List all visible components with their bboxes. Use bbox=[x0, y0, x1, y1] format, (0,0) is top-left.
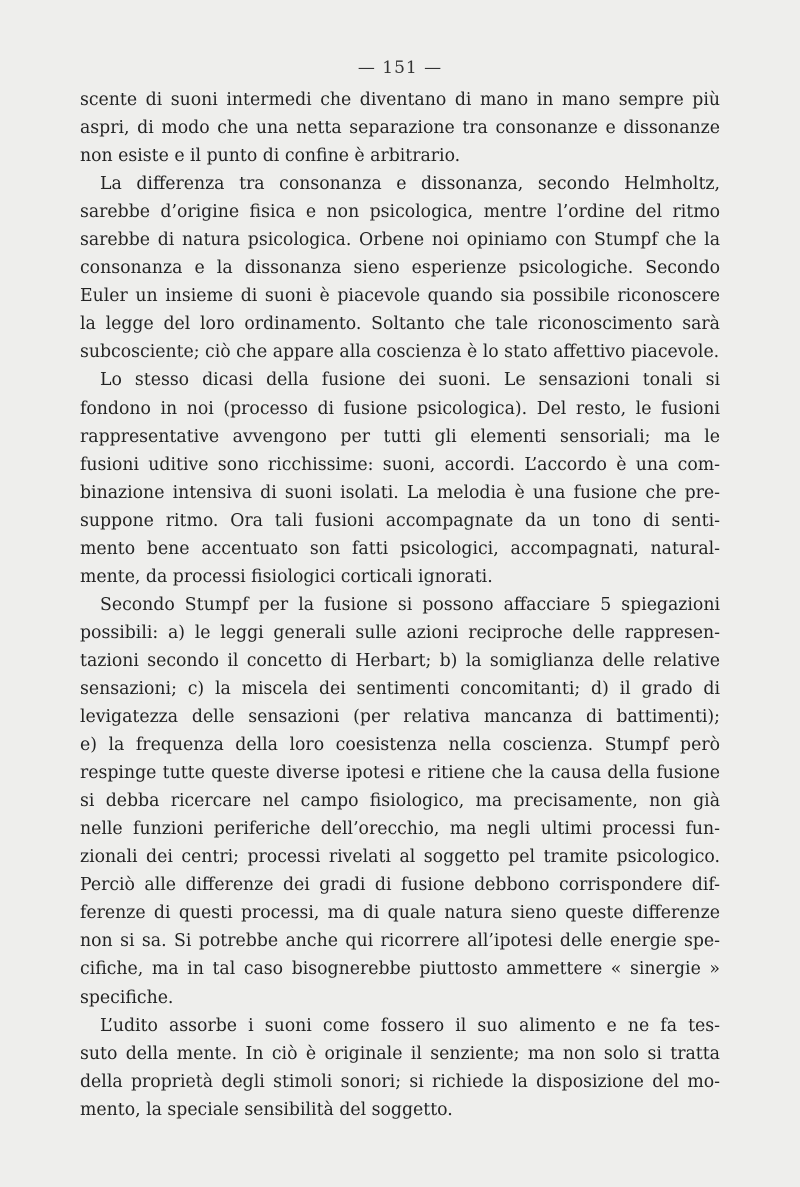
page-number: — 151 — bbox=[357, 58, 443, 78]
text-line: zionali dei centri; processi rivelati al soggetto pel tramite psicologico. bbox=[80, 847, 720, 868]
text-line: non si sa. Si potrebbe anche qui ricorrere all’ipotesi delle energie spe- bbox=[80, 931, 720, 952]
text-line: scente di suoni intermedi che diventano di mano in mano sempre più bbox=[80, 90, 720, 110]
text-line: fondono in noi (processo di fusione psicologica). Del resto, le fusioni bbox=[80, 398, 720, 419]
text-line: binazione intensiva di suoni isolati. La melodia è una fusione che pre- bbox=[80, 482, 720, 503]
text-line: mente, da processi fisiologici corticali ignorati. bbox=[80, 566, 493, 587]
text-line: la legge del loro ordinamento. Soltanto che tale riconoscimento sarà bbox=[80, 314, 720, 335]
text-line: subcosciente; ciò che appare alla coscienza è lo stato affettivo piacevole. bbox=[80, 342, 720, 363]
text-line: mento, la speciale sensibilità del soggetto. bbox=[80, 1099, 453, 1120]
text-line: e) la frequenza della loro coesistenza nella coscienza. Stumpf però bbox=[80, 735, 720, 756]
body-text bbox=[80, 86, 720, 1124]
text-line: L’udito assorbe i suoni come fossero il suo alimento e ne fa tes- bbox=[100, 1015, 720, 1036]
text-line: nelle funzioni periferiche dell’orecchio, ma negli ultimi processi fun- bbox=[80, 819, 720, 840]
text-line: non esiste e il punto di confine è arbitrario. bbox=[80, 146, 461, 167]
text-line: ferenze di questi processi, ma di quale natura sieno queste differenze bbox=[80, 903, 720, 924]
text-line: cifiche, ma in tal caso bisognerebbe piuttosto ammettere « sinergie » bbox=[80, 959, 720, 980]
text-line: Secondo Stumpf per la fusione si possono affacciare 5 spiegazioni bbox=[100, 594, 720, 615]
text-line: tazioni secondo il concetto di Herbart; b) la somiglianza delle relative bbox=[80, 650, 720, 671]
text-line: Perciò alle differenze dei gradi di fusione debbono corrispondere dif- bbox=[80, 875, 720, 896]
text-line: La differenza tra consonanza e dissonanza, secondo Helmholtz, bbox=[100, 174, 720, 195]
text-line: sarebbe d’origine fisica e non psicologica, mentre l’ordine del ritmo bbox=[80, 202, 720, 223]
text-line: si debba ricercare nel campo fisiologico, ma precisamente, non già bbox=[80, 791, 720, 812]
text-line: Euler un insieme di suoni è piacevole quando sia possibile riconoscere bbox=[80, 286, 720, 307]
text-line: levigatezza delle sensazioni (per relativa mancanza di battimenti); bbox=[80, 707, 720, 728]
text-line: mento bene accentuato son fatti psicologici, accompagnati, natural- bbox=[80, 538, 720, 559]
text-line: rappresentative avvengono per tutti gli elementi sensoriali; ma le bbox=[80, 426, 720, 447]
text-line: suto della mente. In ciò è originale il senziente; ma non solo si tratta bbox=[80, 1043, 720, 1064]
text-line: specifiche. bbox=[80, 987, 174, 1008]
text-line: Lo stesso dicasi della fusione dei suoni. Le sensazioni tonali si bbox=[100, 370, 720, 391]
text-line: possibili: a) le leggi generali sulle azioni reciproche delle rappresen- bbox=[80, 622, 720, 643]
text-line: della proprietà degli stimoli sonori; si richiede la disposizione del mo- bbox=[80, 1071, 720, 1092]
text-line: sarebbe di natura psicologica. Orbene noi opiniamo con Stumpf che la bbox=[80, 230, 720, 251]
text-line: aspri, di modo che una netta separazione tra consonanze e dissonanze bbox=[80, 118, 720, 139]
text-line: sensazioni; c) la miscela dei sentimenti concomitanti; d) il grado di bbox=[80, 678, 720, 699]
text-line: consonanza e la dissonanza sieno esperienze psicologiche. Secondo bbox=[80, 258, 720, 279]
text-line: suppone ritmo. Ora tali fusioni accompagnate da un tono di senti- bbox=[80, 510, 720, 531]
text-line: fusioni uditive sono ricchissime: suoni, accordi. L’accordo è una com- bbox=[80, 454, 720, 475]
text-line: respinge tutte queste diverse ipotesi e ritiene che la causa della fusione bbox=[80, 763, 720, 784]
